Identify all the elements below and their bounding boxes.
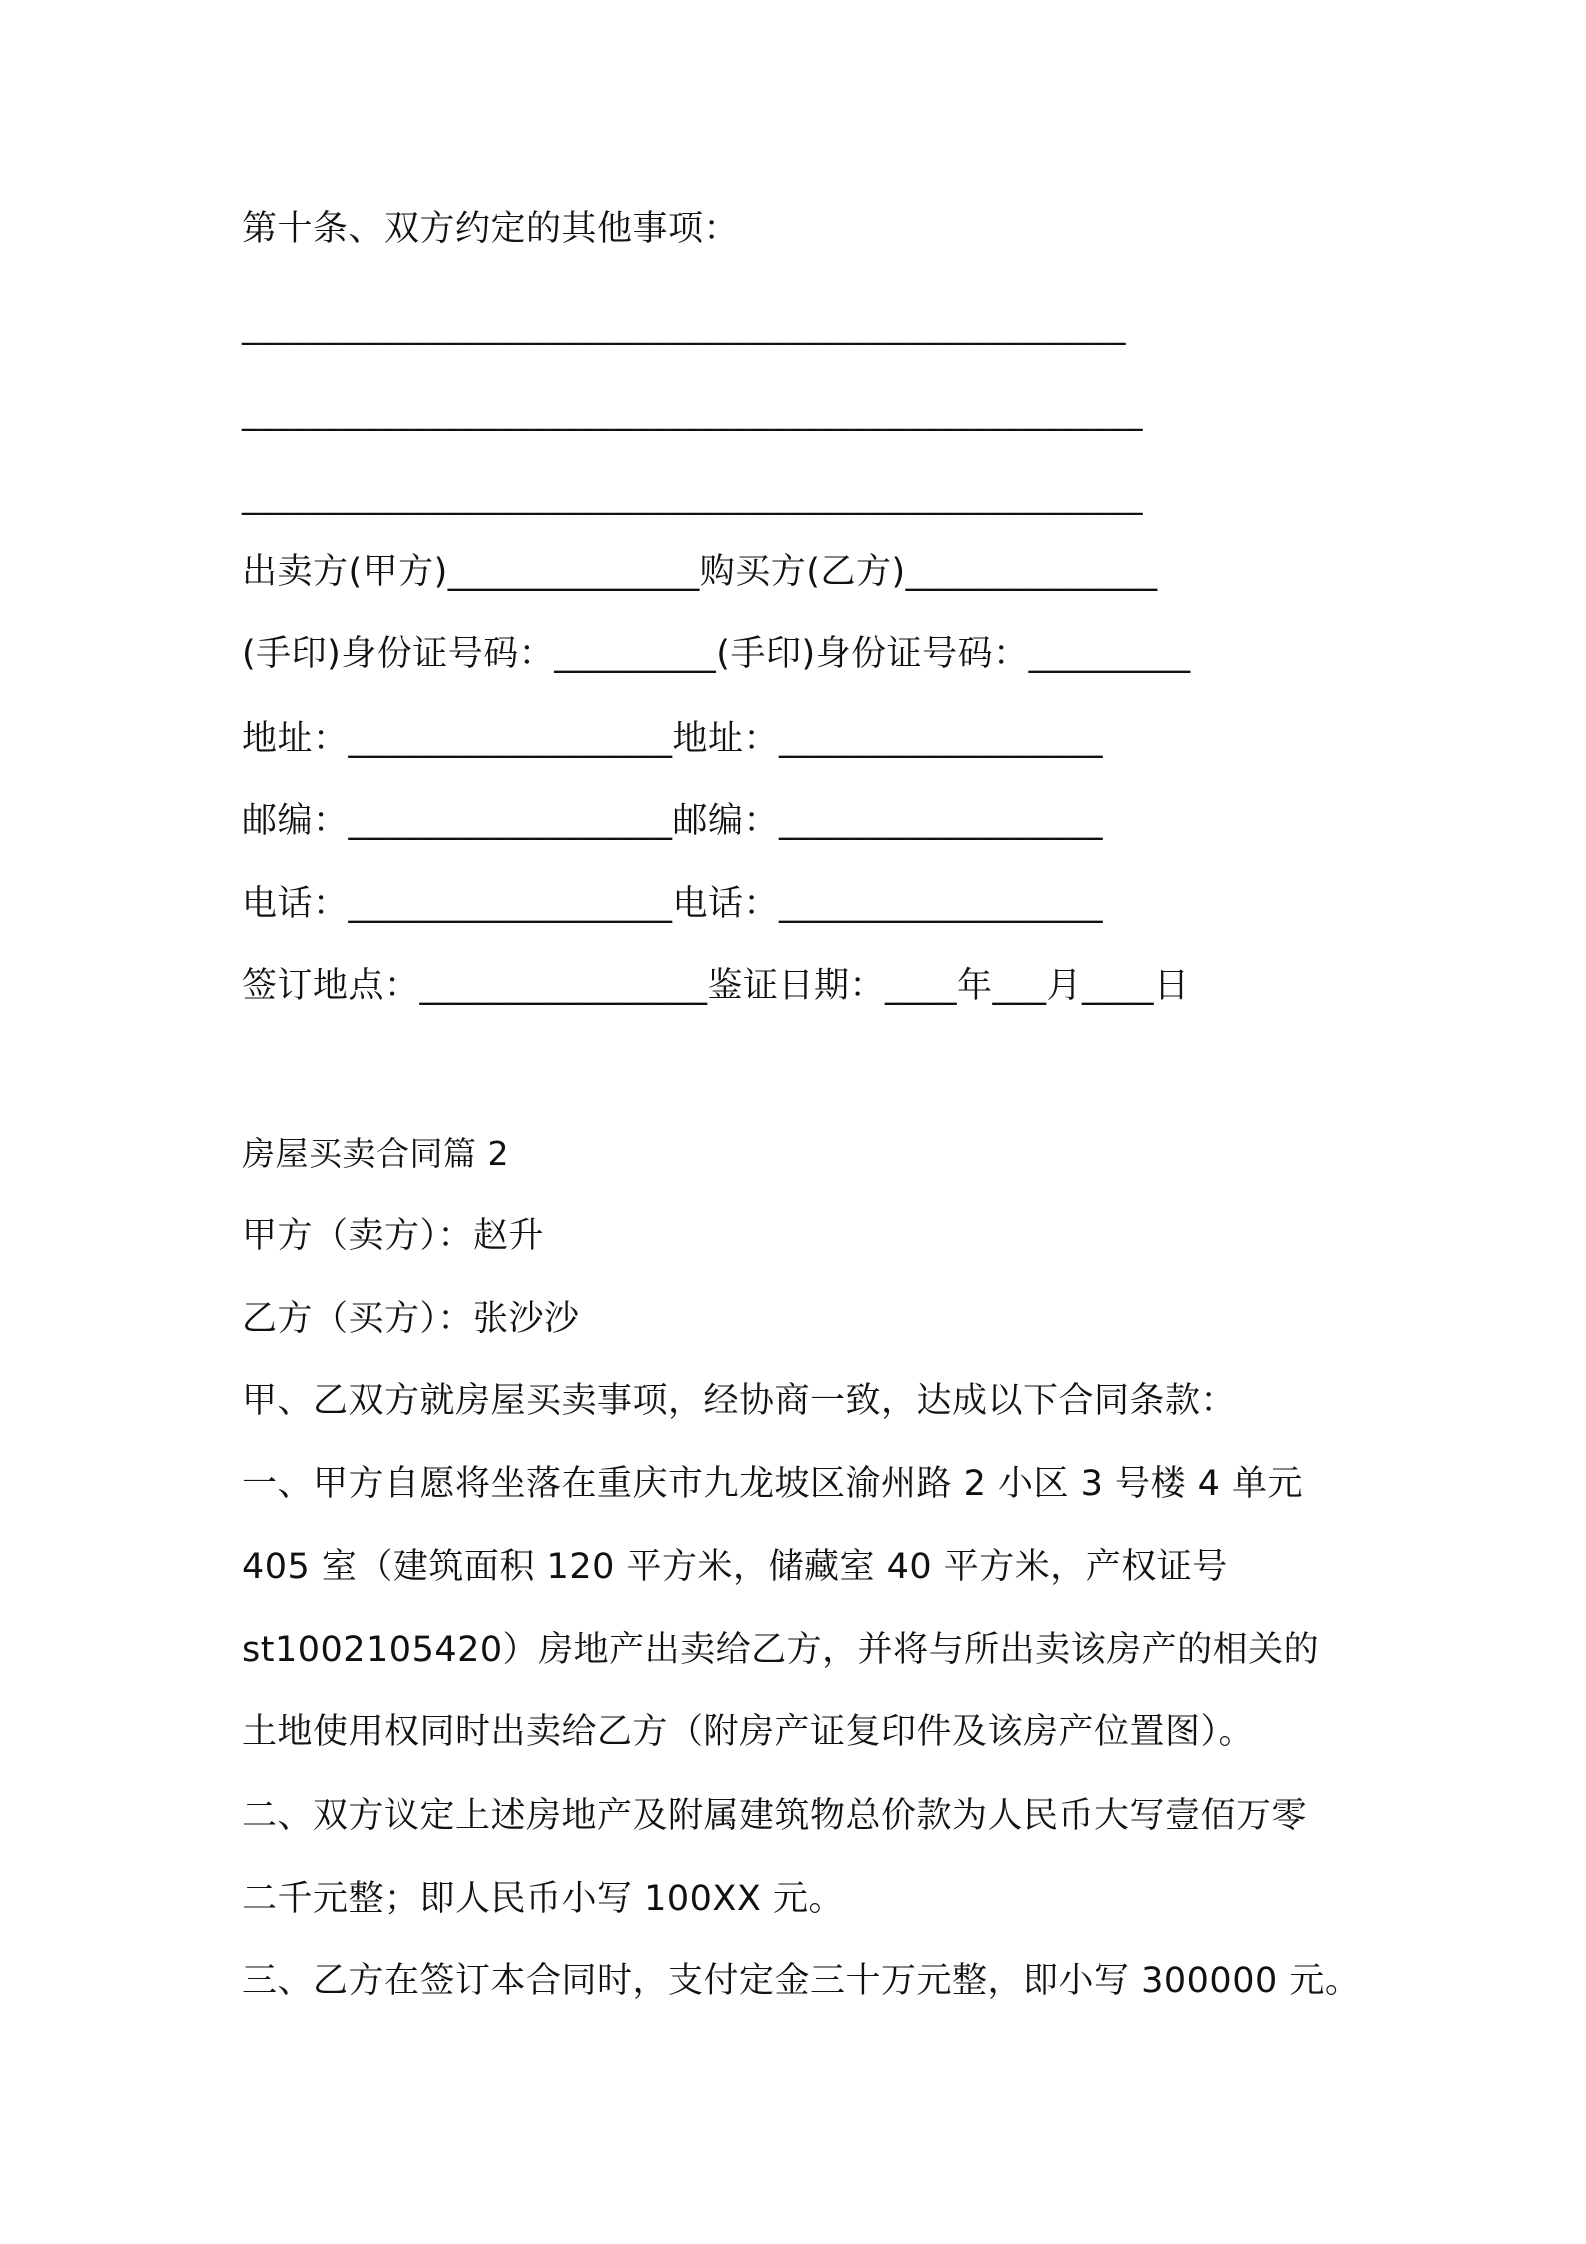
contract-2-title: 房屋买卖合同篇 2 (242, 1134, 509, 1173)
clause-1-line-2: 405 室（建筑面积 120 平方米，储藏室 40 平方米，产权证号 (242, 1547, 1228, 1587)
signature-row-address: 地址：__________________地址：__________________ (242, 719, 1104, 759)
blank-line-1: ____________________________________________________ (242, 306, 1126, 345)
signature-row-id-number: (手印)身份证号码：_________(手印)身份证号码：_________ (242, 634, 1191, 674)
signature-row-seller-buyer: 出卖方(甲方)______________购买方(乙方)______________ (242, 552, 1158, 592)
party-b: 乙方（买方）：张沙沙 (242, 1299, 580, 1339)
contract-intro: 甲、乙双方就房屋买卖事项，经协商一致，达成以下合同条款： (242, 1381, 1237, 1421)
party-a: 甲方（卖方）：赵升 (242, 1216, 545, 1256)
blank-line-3: _____________________________________________________ (242, 476, 1143, 515)
clause-1-line-4: 土地使用权同时出卖给乙方（附房产证复印件及该房产位置图）。 (242, 1712, 1255, 1752)
clause-3: 三、乙方在签订本合同时，支付定金三十万元整，即小写 300000 元。 (242, 1961, 1361, 2001)
clause-1-line-1: 一、甲方自愿将坐落在重庆市九龙坡区渝州路 2 小区 3 号楼 4 单元 (242, 1464, 1304, 1504)
clause-2-line-2: 二千元整；即人民币小写 100XX 元。 (242, 1879, 845, 1919)
blank-line-2: _____________________________________________________ (242, 392, 1143, 431)
signature-row-place-date: 签订地点：________________鉴证日期：____年___月____日 (242, 966, 1190, 1006)
signature-row-postcode: 邮编：__________________邮编：__________________ (242, 801, 1104, 841)
clause-1-line-3: st1002105420）房地产出卖给乙方，并将与所出卖该房产的相关的 (242, 1630, 1320, 1670)
clause-2-line-1: 二、双方议定上述房地产及附属建筑物总价款为人民币大写壹佰万零 (242, 1796, 1308, 1836)
signature-row-phone: 电话：__________________电话：__________________ (242, 884, 1104, 924)
section-10-heading: 第十条、双方约定的其他事项： (242, 209, 740, 249)
